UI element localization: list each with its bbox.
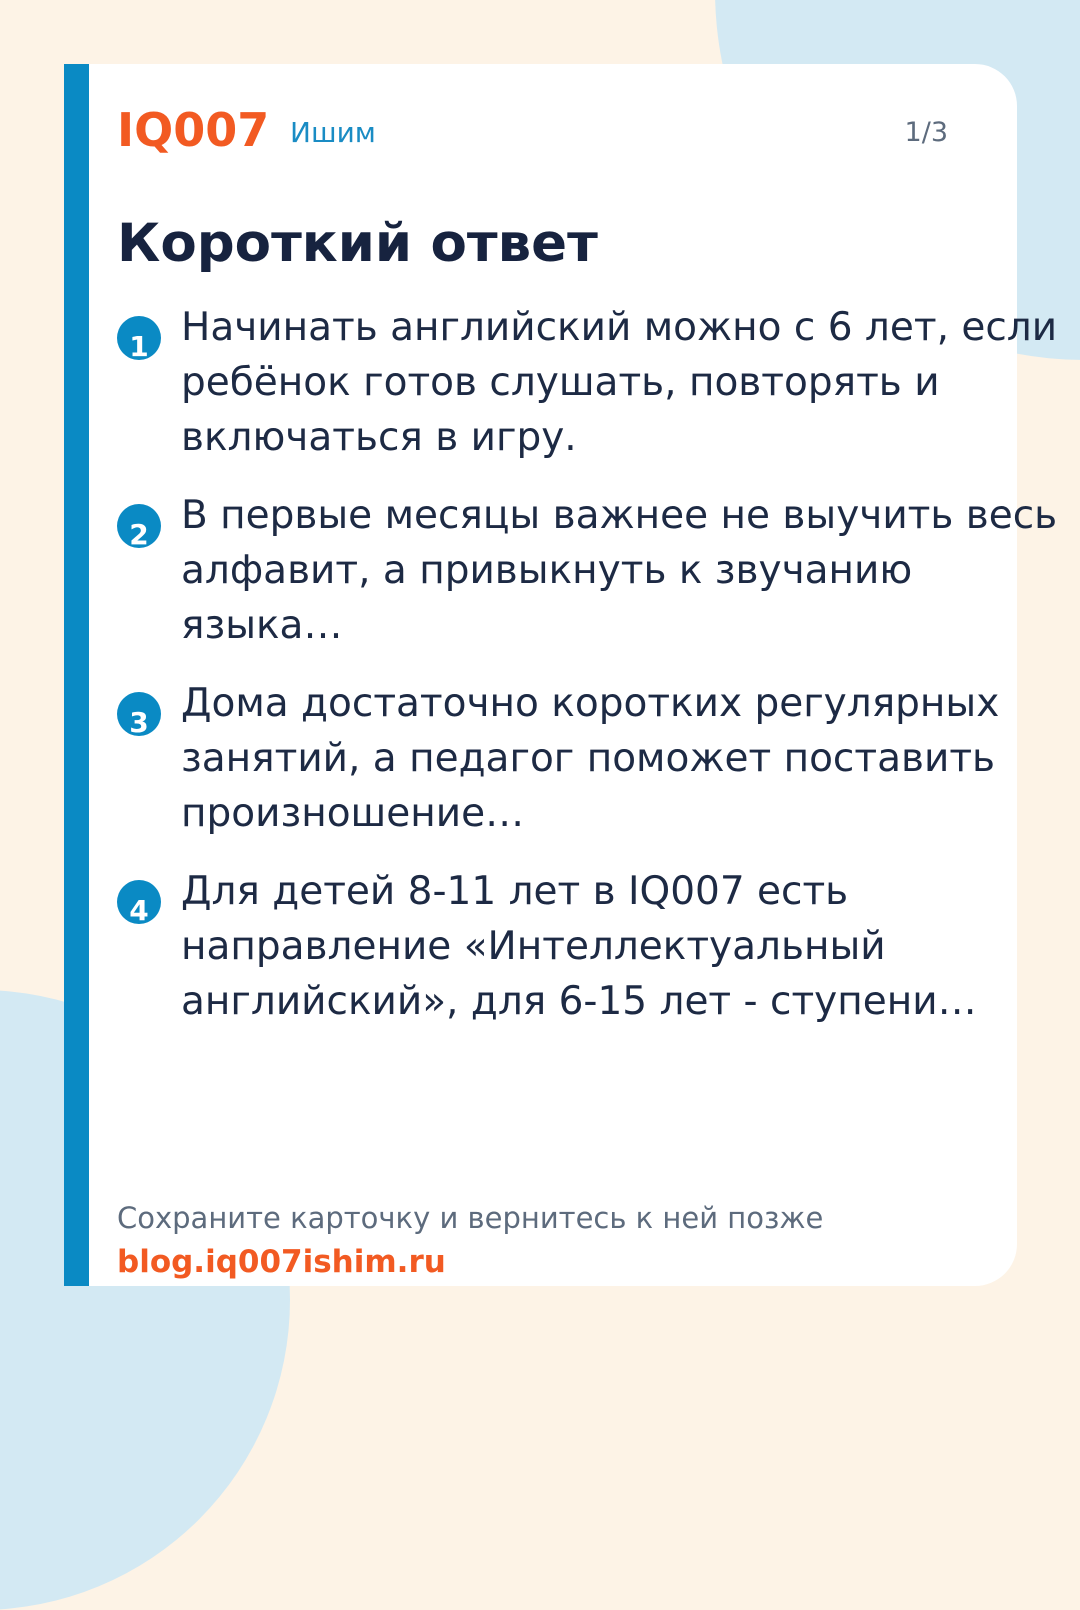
list-item-text: Начинать английский можно с 6 лет, если ребёнок готов слушать, повторять и включаться в игру. [181,305,1058,460]
number-badge: 4 [117,880,161,924]
page-counter: 1/3 [904,117,948,148]
footer-note: Сохраните карточку и вернитесь к ней позже [117,1201,824,1235]
blog-link[interactable]: blog.iq007ishim.ru [117,1244,446,1280]
brand-logo-text: IQ007 [117,103,270,157]
city-label: Ишим [290,116,376,149]
number-badge: 1 [117,316,161,360]
number-badge: 3 [117,692,161,736]
card-accent-bar [64,64,89,1286]
number-badge: 2 [117,504,161,548]
list-item-text: В первые месяцы важнее не выучить весь алфавит, а привыкнуть к звучанию языка… [181,493,1058,648]
card-title: Короткий ответ [117,213,598,274]
list-item-text: Для детей 8-11 лет в IQ007 есть направление «Интеллектуальный английский», для 6-15 лет - ступени… [181,869,977,1024]
list-item-text: Дома достаточно коротких регулярных занятий, а педагог поможет поставить произношение… [181,681,1000,836]
info-card [64,64,1058,1286]
